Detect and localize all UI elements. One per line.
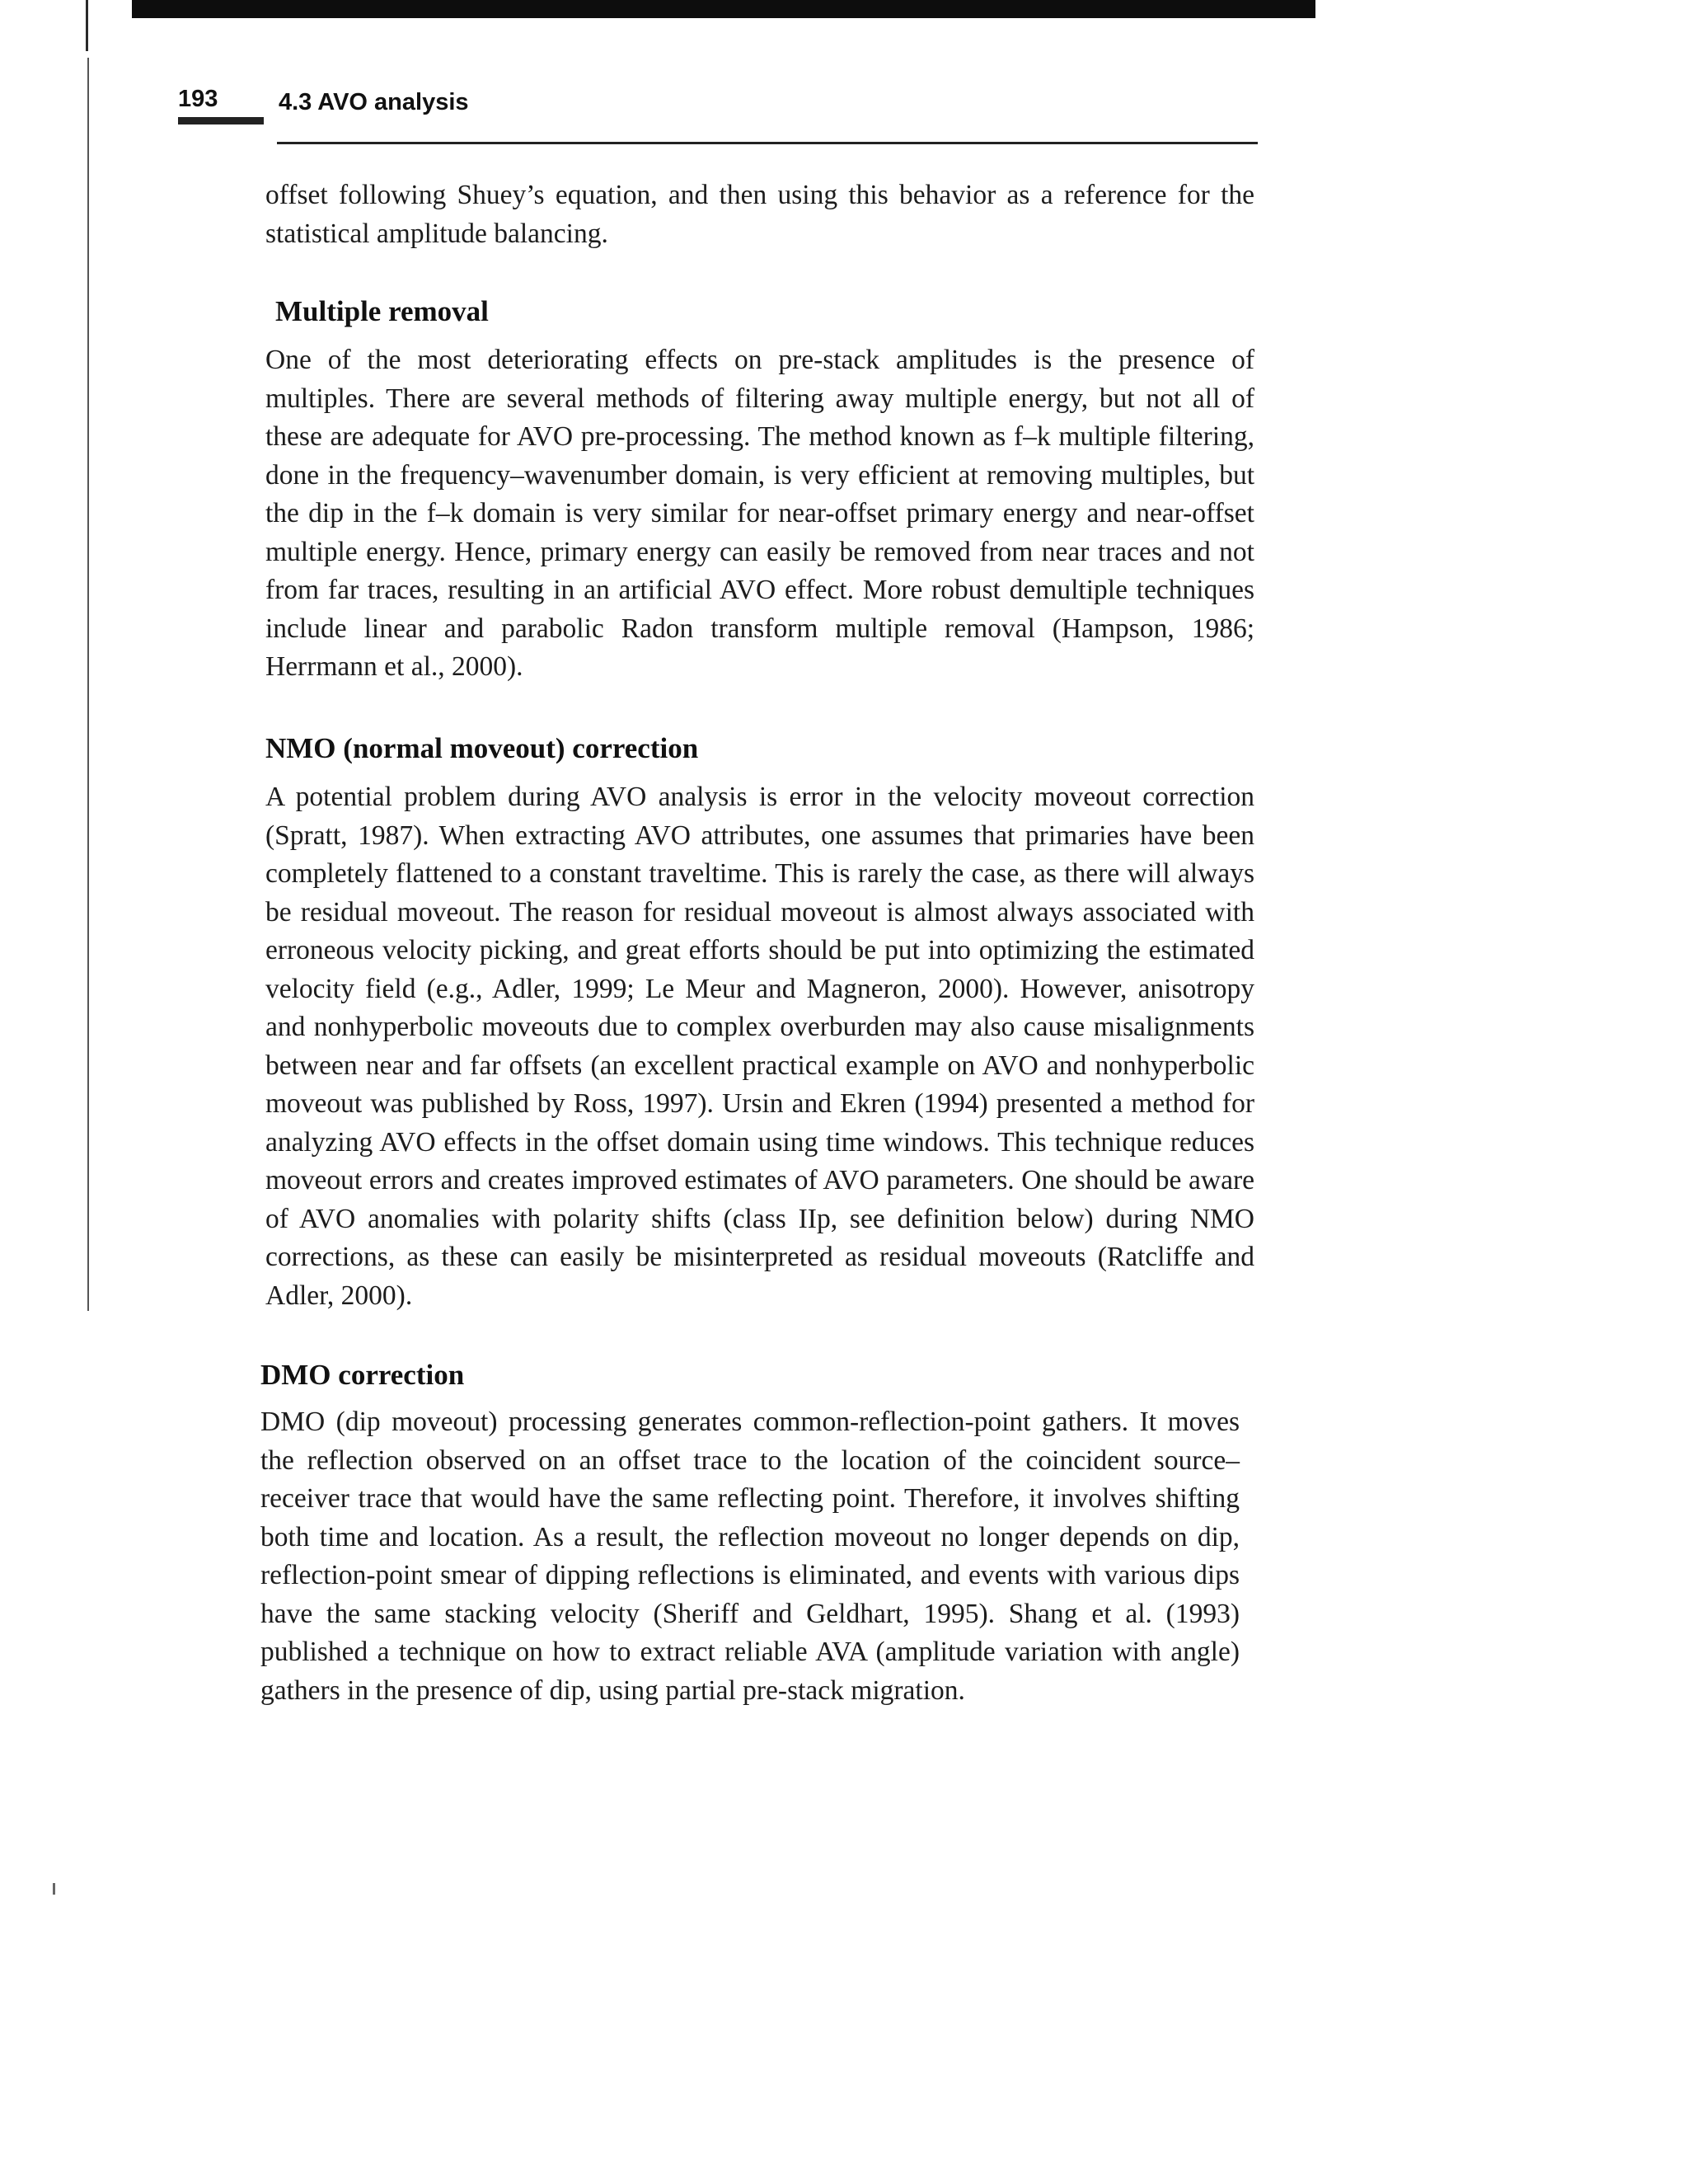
header-rule <box>277 142 1258 144</box>
paragraph-dmo-correction: DMO (dip moveout) processing generates common-reflection-point gathers. It moves the reflection observed on an offset trace to the location of the coincident source–receiver trace that would have the same reflecting point. Therefore, it involves shifting both time and location. As a result, the reflection moveout no longer depends on dip, reflection-point smear of dipping reflections is eliminated, and events with various dips have the same stacking velocity (Sheriff and Geldhart, 1995). Shang et al. (1993) published a technique on how to extract reliable AVA (amplitude variation with angle) gathers in the presence of dip, using partial pre-stack migration. <box>260 1407 1240 1706</box>
scan-speck <box>53 1883 55 1895</box>
section-title: 4.3 AVO analysis <box>279 89 469 115</box>
page-number: 193 <box>178 86 218 112</box>
heading-multiple-removal: Multiple removal <box>275 295 489 327</box>
heading-nmo-correction: NMO (normal moveout) correction <box>265 732 699 764</box>
scan-left-edge-mark <box>86 0 88 51</box>
paragraph-nmo-correction: A potential problem during AVO analysis is error in the velocity moveout correction (Spratt, 1987). When extracting AVO attributes, one assumes that primaries have been completely flattened to a constant traveltime. This is rarely the case, as there will always be residual moveout. The reason for residual moveout is almost always associated with erroneous velocity picking, and great efforts should be put into optimizing the estimated velocity field (e.g., Adler, 1999; Le Meur and Magneron, 2000). However, anisotropy and nonhyperbolic moveouts due to complex overburden may also cause misalignments between near and far offsets (an excellent practical example on AVO and nonhyperbolic moveout was published by Ross, 1997). Ursin and Ekren (1994) presented a method for analyzing AVO effects in the offset domain using time windows. This technique reduces moveout errors and creates improved estimates of AVO parameters. One should be aware of AVO anomalies with polarity shifts (class IIp, see definition below) during NMO corrections, as these can easily be misinterpreted as residual moveouts (Ratcliffe and Adler, 2000). <box>265 782 1254 1311</box>
page-number-underline <box>178 117 264 124</box>
scan-top-border <box>132 0 1315 18</box>
heading-dmo-correction: DMO correction <box>260 1359 465 1391</box>
scan-left-edge-line <box>87 58 89 1311</box>
paragraph-multiple-removal: One of the most deteriorating effects on pre-stack amplitudes is the presence of multiples. There are several methods of filtering away multiple energy, but not all of these are adequate for AVO pre-processing. The method known as f–k multiple filtering, done in the frequency–wavenumber domain, is very efficient at removing multiples, but the dip in the f–k domain is very similar for near-offset primary energy and near-offset multiple energy. Hence, primary energy can easily be removed from near traces and not from far traces, resulting in an artificial AVO effect. More robust demultiple techniques include linear and parabolic Radon transform multiple removal (Hampson, 1986; Herrmann et al., 2000). <box>265 345 1254 682</box>
intro-paragraph: offset following Shuey’s equation, and then using this behavior as a reference for the statistical amplitude balancing. <box>265 180 1254 249</box>
